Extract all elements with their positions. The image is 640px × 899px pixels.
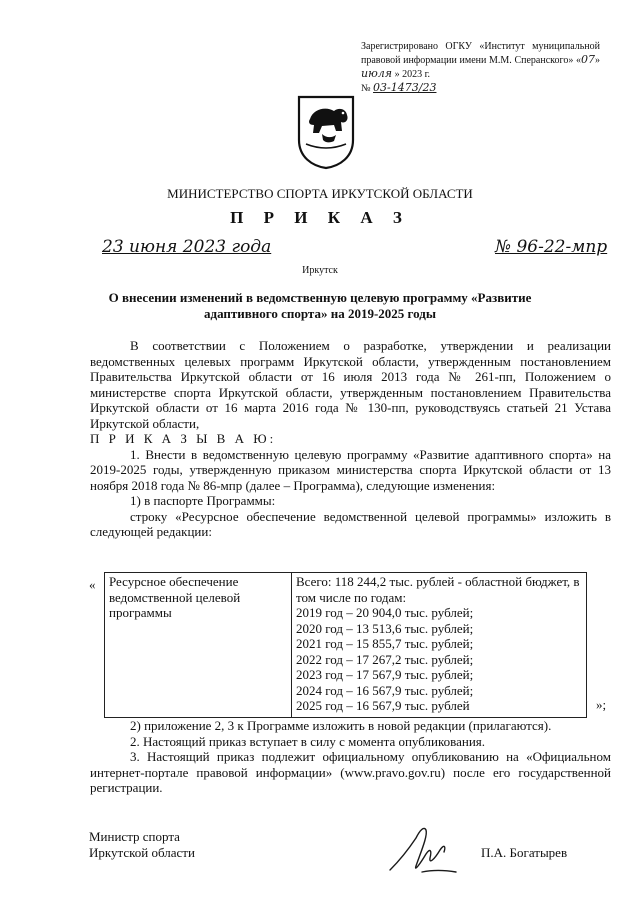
registration-stamp	[361, 40, 600, 95]
registration-day: 07	[581, 53, 595, 66]
quote-open: «	[89, 577, 96, 592]
order-body	[90, 338, 611, 540]
table-year-line: 2024 год – 16 567,9 тыс. рублей;	[296, 682, 474, 698]
table-total-line: Всего: 118 244,2 тыс. рублей - областной бюджет, в том числе по годам:	[296, 574, 580, 605]
table-year-line: 2020 год – 13 513,6 тыс. рублей;	[296, 620, 474, 636]
item-1-1: 1) в паспорте Программы:	[130, 493, 276, 508]
handwritten-date: 23 июня 2023 года	[102, 237, 272, 257]
prikazyvayu-heading: П Р И К А З Ы В А Ю:	[90, 431, 277, 446]
preamble-paragraph: В соответствии с Положением о разработке, утверждении и реализации ведомственных целевых программ Иркутской области, утвержденным постановлением Правительства Иркутской области от 16 июля 2013 года № 261-пп, Положением о министерстве спорта Иркутской области, утвержденным постановлением Правительства Иркутской области от 16 марта 2016 года № 130-пп, руководствуясь статьей 21 Устава Иркутской области,	[90, 338, 611, 431]
handwritten-order-number: № 96-22-мпр	[495, 237, 608, 257]
item-2: 2. Настоящий приказ вступает в силу с момента опубликования.	[130, 733, 486, 749]
order-subject: О внесении изменений в ведомственную целевую программу «Развитие адаптивного спорта» на 2019-2025 годы	[108, 290, 532, 321]
registration-number-prefix: №	[361, 83, 371, 94]
table-row	[105, 573, 587, 718]
registration-text: Зарегистрировано ОГКУ «Институт муниципальной правовой информации имени М.М. Сперанского» «	[361, 41, 600, 66]
item-3: 3. Настоящий приказ подлежит официальному опубликованию на «Официальном интернет-портале правовой информации» (www.pravo.gov.ru) после его государственной регистрации.	[90, 749, 611, 795]
signer-title-line-1: Министр спорта	[89, 829, 180, 844]
table-year-line: 2025 год – 16 567,9 тыс. рублей	[296, 698, 470, 713]
table-year-line: 2019 год – 20 904,0 тыс. рублей;	[296, 605, 474, 620]
city-label: Иркутск	[302, 265, 338, 276]
registration-middle: »	[595, 55, 600, 66]
signer-title	[89, 829, 195, 860]
table-year-line: 2022 год – 17 267,2 тыс. рублей;	[296, 651, 474, 667]
table-year-line: 2023 год – 17 567,9 тыс. рублей;	[296, 667, 474, 682]
quote-close: »;	[596, 697, 607, 712]
item-1-2: 2) приложение 2, 3 к Программе изложить в новой редакции (прилагаются).	[130, 718, 552, 733]
signature-icon	[386, 820, 466, 880]
item-1: 1. Внести в ведомственную целевую программу «Развитие адаптивного спорта» на 2019-2025 годы, утвержденную приказом министерства спорта Иркутской области от 13 ноября 2018 года № 86-мпр (далее – Программа), следующие изменения:	[90, 446, 611, 493]
item-1-1-text: строку «Ресурсное обеспечение ведомственной целевой программы» изложить в следующей редакции:	[90, 508, 611, 539]
table-cell-label: Ресурсное обеспечение ведомственной целевой программы	[105, 573, 292, 718]
table-year-line: 2021 год – 15 855,7 тыс. рублей;	[296, 636, 474, 651]
ministry-name: МИНИСТЕРСТВО СПОРТА ИРКУТСКОЙ ОБЛАСТИ	[167, 186, 473, 201]
signer-title-line-2: Иркутской области	[89, 844, 195, 860]
resource-table	[104, 572, 587, 718]
document-type-title: П Р И К А З	[230, 208, 410, 227]
registration-year: » 2023 г.	[392, 69, 431, 80]
table-cell-values	[292, 573, 587, 718]
order-body-continued	[90, 718, 611, 796]
registration-number: 03-1473/23	[373, 81, 437, 94]
signer-name: П.А. Богатырев	[481, 845, 568, 860]
coat-of-arms-icon	[296, 94, 356, 170]
registration-month: июля	[361, 67, 393, 80]
